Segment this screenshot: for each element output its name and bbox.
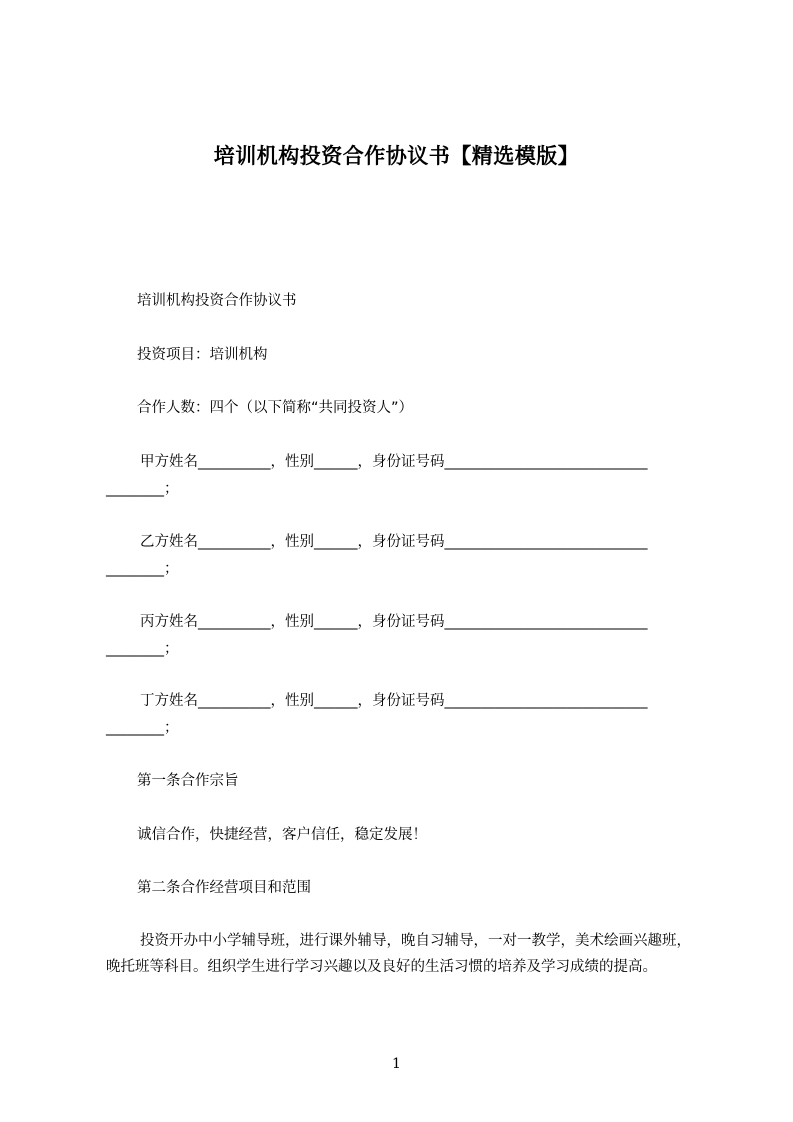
party-d-line-continued: ________；	[106, 720, 179, 736]
party-a-line: 甲方姓名__________，性别______，身份证号码____________________________	[140, 454, 648, 470]
page-number: 1	[392, 1056, 401, 1072]
party-a-line-continued: ________；	[106, 481, 179, 497]
party-b-line: 乙方姓名__________，性别______，身份证号码____________________________	[140, 534, 648, 550]
article-2-body: 投资开办中小学辅导班，进行课外辅导，晚自习辅导，一对一教学，美术绘画兴趣班，晚托班等科目。组织学生进行学习兴趣以及良好的生活习惯的培养及学习成绩的提高。	[106, 933, 691, 975]
article-1-body: 诚信合作，快捷经营，客户信任，稳定发展！	[137, 827, 427, 843]
document-title: 培训机构投资合作协议书【精选模版】	[213, 144, 580, 168]
party-c-line: 丙方姓名__________，性别______，身份证号码____________________________	[140, 614, 648, 630]
investment-project: 投资项目：培训机构	[137, 347, 268, 363]
partner-count: 合作人数：四个（以下简称“共同投资人”）	[137, 400, 414, 416]
party-b-line-continued: ________；	[106, 561, 179, 577]
article-2-title: 第二条合作经营项目和范围	[137, 880, 311, 896]
agreement-heading: 培训机构投资合作协议书	[137, 293, 297, 309]
party-c-line-continued: ________；	[106, 641, 179, 657]
article-1-title: 第一条合作宗旨	[137, 773, 239, 789]
party-d-line: 丁方姓名__________，性别______，身份证号码____________________________	[140, 693, 648, 709]
